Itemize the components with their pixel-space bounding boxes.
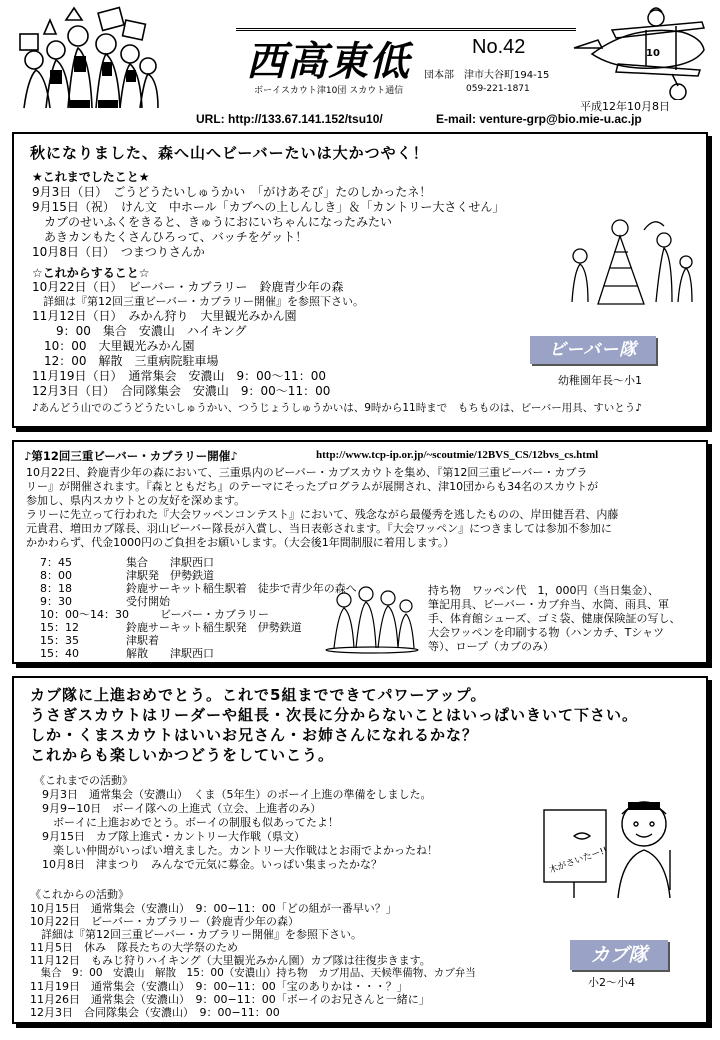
cub-headline-line: カブ隊に上進おめでとう。これで5組までできてパワーアップ。: [30, 686, 487, 704]
beaver-todo-item: 11月12日（日） みかん狩り 大里観光みかん園: [32, 309, 297, 323]
masthead-title: 西高東低: [246, 38, 410, 85]
cub-section: [12, 676, 708, 1024]
rally-body-line: リー』が開催されます。『森とともだち』のテーマにそったプログラムが展開され、津10団からも34名のスカウトが: [26, 480, 599, 493]
beaver-done-item: カブのせいふくをきると、きゅうにおにいちゃんになったみたい: [32, 215, 393, 229]
beaver-todo-item: 12：00 解散 三重病院駐車場: [32, 354, 219, 368]
cub-headline-line: しか・くまスカウトはいいお兄さん・お姉さんになれるかな？: [30, 726, 479, 744]
airplane-number: 10: [646, 48, 660, 59]
rally-body-line: 10月22日、鈴鹿青少年の森において、三重県内のビーバー・カブスカウトを集め、『第12回三重ビーバー・カブラ: [26, 466, 588, 479]
cub-past-item: 9月9−10日 ボーイ隊への上進式（立会、上進者のみ）: [42, 802, 322, 815]
beaver-scouts-illustration: [560, 206, 700, 306]
rally-url[interactable]: http://www.tcp-ip.or.jp/~scoutmie/12BVS_CS/12bvs_cs.html: [316, 449, 599, 461]
beaver-todo-item: 10月22日（日） ビーバー・カブラリー 鈴鹿青少年の森: [32, 280, 344, 294]
rally-items-line: 等）、ロープ（カブのみ）: [428, 640, 554, 653]
schedule-event: 受付開始: [126, 595, 170, 608]
cub-past-title: 《これまでの活動》: [34, 774, 133, 787]
org-address: 津市大谷町194-15: [464, 70, 550, 81]
cub-future-item: 10月22日 ビーバー・カブラリー（鈴鹿青少年の森）: [30, 915, 300, 928]
cub-future-item: 11月5日 休み 隊長たちの大学祭のため: [30, 941, 238, 954]
schedule-event: 集合 津駅西口: [126, 556, 214, 569]
cub-past-item: 楽しい仲間がいっぱい増えました。カントリー大作戦はとお雨でよかったね！: [42, 844, 438, 857]
rally-items-line: 手、体育館シューズ、ゴミ袋、健康保険証の写し、: [428, 612, 681, 625]
cub-tag: カブ隊: [570, 940, 668, 970]
cub-past-item: 9月3日 通常集会（安濃山） くま（5年生）のボーイ上進の準備をしました。: [42, 788, 432, 801]
cub-sign-text: 木がさいたー!!: [547, 845, 609, 876]
schedule-time: 15：40: [40, 647, 79, 660]
beaver-done-item: 10月8日（日） つまつりさんか: [32, 245, 205, 259]
beaver-todo-item: 12月3日（日） 合同隊集会 安濃山 9：00〜11：00: [32, 384, 331, 398]
rally-section: [12, 440, 708, 664]
cub-past-item: 10月8日 津まつり みんなで元気に募金。いっぱい集まったかな？: [42, 858, 382, 871]
scouts-illustration: [14, 4, 164, 112]
schedule-time: 10：00〜14：30: [40, 608, 129, 621]
schedule-event: 津駅着: [126, 634, 159, 647]
schedule-time: 7：45: [40, 556, 72, 569]
rally-items-line: 持ち物 ワッペン代 1，000円（当日集金）、: [428, 584, 659, 597]
beaver-todo-item: 11月19日（日） 通常集会 安濃山 9：00〜11：00: [32, 369, 326, 383]
schedule-event: 津駅発 伊勢鉄道: [126, 569, 214, 582]
schedule-event: ビーバー・カブラリー: [160, 608, 270, 621]
homepage-url[interactable]: URL: http://133.67.141.152/tsu10/: [196, 112, 383, 126]
beaver-todo-title: ☆これからすること☆: [32, 266, 150, 280]
cub-future-item: 集合 9：00 安濃山 解散 15：00（安濃山）持ち物 カブ用品、天候準備物、カブ弁当: [30, 967, 476, 979]
cub-future-title: 《これからの活動》: [30, 888, 129, 901]
beaver-tag: ビーバー隊: [530, 336, 656, 364]
cub-future-item: 12月3日 合同隊集会（安濃山） 9：00−11：00: [30, 1006, 280, 1019]
cub-headline-line: うさぎスカウトはリーダーや組長・次長に分からないことはいっぱいきいて下さい。: [30, 706, 639, 724]
org-label: 団本部: [424, 70, 454, 81]
beaver-done-item: 9月15日（祝） けん文 中ホール「カブへの上しんしき」＆「カントリー大さくせん」: [32, 200, 505, 214]
beaver-done-item: 9月3日（日） ごうどうたいしゅうかい 「がけあそび」たのしかったネ！: [32, 185, 432, 199]
rally-body-line: 参加し、県内スカウトとの友好を深めます。: [26, 494, 246, 507]
beaver-section: [12, 132, 708, 428]
rally-body-line: 元貴君、増田カブ隊長、羽山ビーバー隊長が入賞し、当日表彰されます。『大会ワッペン』につきましては参加不参加に: [26, 522, 612, 535]
schedule-time: 9：30: [40, 595, 72, 608]
schedule-event: 鈴鹿サーキット稲生駅発 伊勢鉄道: [126, 621, 302, 634]
cub-future-item: 詳細は『第12回三重ビーバー・カブラリー開催』を参照下さい。: [30, 928, 363, 941]
cub-headline-line: これからも楽しいかつどうをしていこう。: [30, 746, 335, 764]
schedule-time: 8：00: [40, 569, 72, 582]
rally-body-line: かかわらず、代金1000円のご負担をお願いします。（大会後1年間制服に着用します。）: [26, 536, 455, 549]
beaver-done-item: あきカンもたくさんひろって、バッチをゲット！: [32, 230, 308, 244]
rally-title: ♪第12回三重ビーバー・カブラリー開催♪: [24, 449, 238, 463]
cub-past-item: 9月15日 カブ隊上進式・カントリー大作戦（県文）: [42, 830, 305, 843]
beaver-todo-item: 詳細は『第12回三重ビーバー・カブラリー開催』を参照下さい。: [32, 295, 365, 308]
org-phone: 059-221-1871: [466, 84, 530, 94]
beaver-done-title: ★これまでしたこと★: [32, 170, 150, 184]
airplane-illustration: [572, 4, 712, 100]
rally-items-line: 大会ワッペンを印刷する物（ハンカチ、Tシャツ: [428, 626, 665, 639]
contact-email[interactable]: E-mail: venture-grp@bio.mie-u.ac.jp: [436, 112, 642, 126]
beaver-todo-item: 10：00 大里観光みかん園: [32, 339, 195, 353]
cub-scout-illustration: [534, 780, 694, 900]
issue-number: No.42: [472, 36, 526, 58]
beaver-footer-note: ♪あんどう山でのごうどうたいしゅうかい、つうじょうしゅうかいは、9時から11時まで もちものは、ビーバー用具、すいとう♪: [32, 402, 642, 414]
cub-past-item: ボーイに上進おめでとう。ボーイの制服も似あってたよ！: [42, 816, 339, 829]
beaver-headline: 秋になりました、森へ山へビーバーたいは大かつやく！: [30, 144, 429, 162]
rally-body-line: ラリーに先立って行われた『大会ワッペンコンテスト』において、残念ながら最優秀を逃したものの、岸田健吾君、内藤: [26, 508, 619, 521]
cub-future-item: 11月12日 もみじ狩りハイキング（大里観光みかん園）カブ隊は往復歩きます。: [30, 954, 431, 967]
schedule-event: 解散 津駅西口: [126, 647, 214, 660]
cub-future-item: 10月15日 通常集会（安濃山） 9：00−11：00「どの組が一番早い？」: [30, 902, 397, 915]
cub-future-item: 11月26日 通常集会（安濃山） 9：00−11：00「ボーイのお兄さんと一緒に」: [30, 993, 430, 1006]
masthead-subtitle: ボーイスカウト津10団 スカウト通信: [254, 86, 404, 96]
schedule-time: 15：12: [40, 621, 79, 634]
cub-tag-subtitle: 小2〜小4: [588, 976, 635, 989]
cub-future-item: 11月19日 通常集会（安濃山） 9：00−11：00「宝のありかは・・・？」: [30, 980, 408, 993]
beaver-todo-item: 9：00 集合 安濃山 ハイキング: [32, 324, 247, 338]
schedule-time: 8：18: [40, 582, 72, 595]
issue-date: 平成12年10月8日: [580, 100, 670, 113]
beaver-tag-subtitle: 幼稚園年長〜小1: [558, 374, 642, 387]
rally-items-line: 筆記用具、ビーバー・カブ弁当、水筒、雨具、軍: [428, 598, 670, 611]
rally-scouts-illustration: [322, 582, 422, 654]
schedule-time: 15：35: [40, 634, 79, 647]
schedule-event: 鈴鹿サーキット稲生駅着 徒歩で青少年の森へ: [126, 582, 357, 595]
